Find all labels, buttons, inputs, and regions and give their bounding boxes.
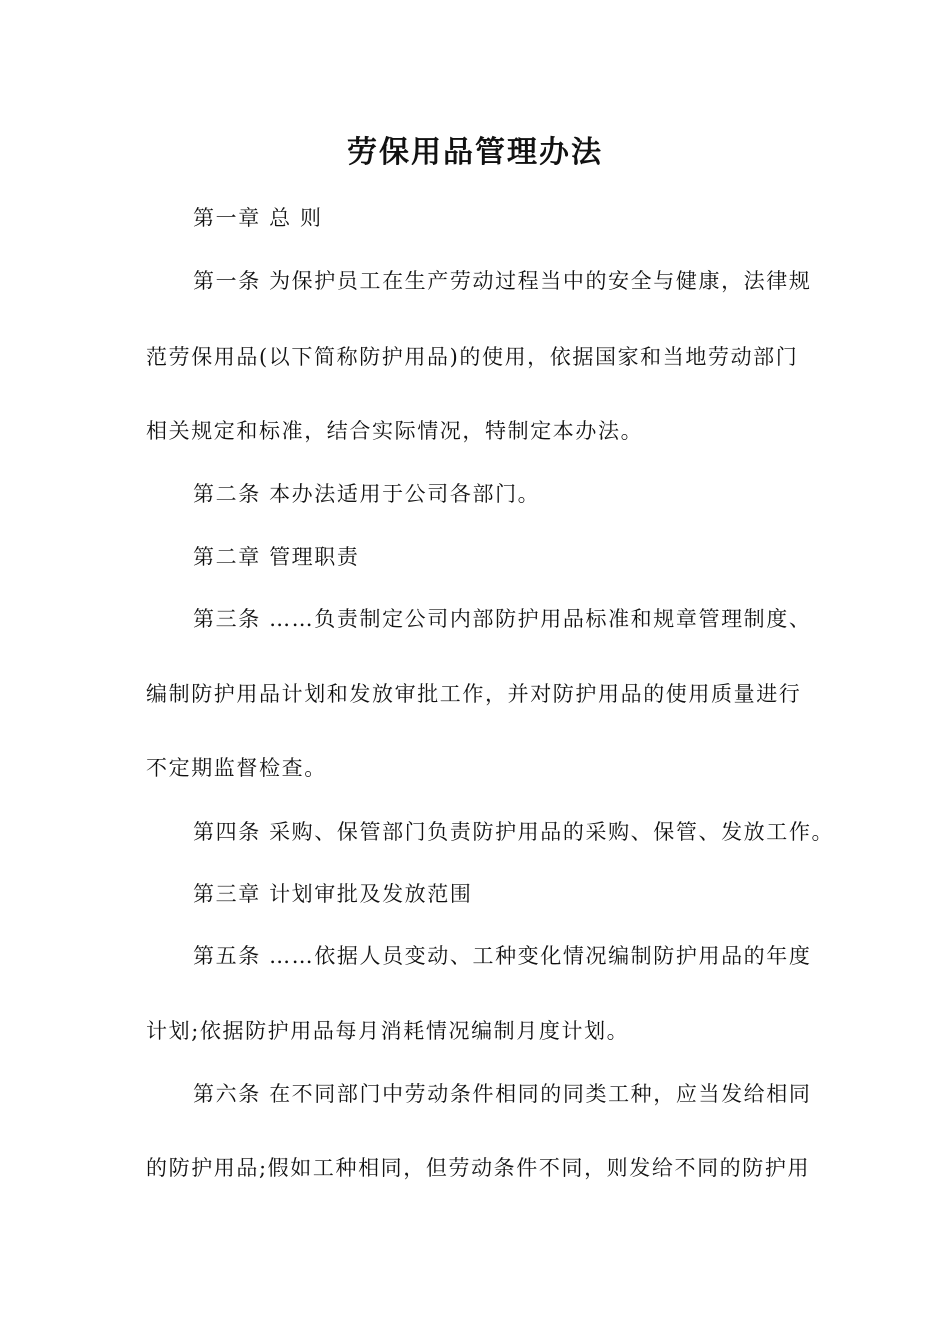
article-1-line-1: 第一条 为保护员工在生产劳动过程当中的安全与健康，法律规: [193, 269, 812, 293]
article-6-line-2: 的防护用品;假如工种相同，但劳动条件不同，则发给不同的防护用: [146, 1156, 811, 1180]
document-title: 劳保用品管理办法: [347, 135, 603, 170]
chapter-3-heading: 第三章 计划审批及发放范围: [193, 882, 473, 906]
article-3-line-3: 不定期监督检查。: [146, 756, 327, 780]
article-2-line-1: 第二条 本办法适用于公司各部门。: [193, 482, 541, 506]
article-6-line-1: 第六条 在不同部门中劳动条件相同的同类工种，应当发给相同: [193, 1082, 812, 1106]
chapter-1-heading: 第一章 总 则: [193, 206, 323, 230]
article-5-line-1: 第五条 ……依据人员变动、工种变化情况编制防护用品的年度: [193, 944, 812, 968]
chapter-2-heading: 第二章 管理职责: [193, 545, 360, 569]
article-3-line-1: 第三条 ……负责制定公司内部防护用品标准和规章管理制度、: [193, 607, 812, 631]
article-4-line-1: 第四条 采购、保管部门负责防护用品的采购、保管、发放工作。: [193, 820, 835, 844]
article-5-line-2: 计划;依据防护用品每月消耗情况编制月度计划。: [146, 1019, 630, 1043]
article-1-line-2: 范劳保用品(以下简称防护用品)的使用，依据国家和当地劳动部门: [146, 345, 799, 369]
article-3-line-2: 编制防护用品计划和发放审批工作，并对防护用品的使用质量进行: [146, 682, 802, 706]
article-1-line-3: 相关规定和标准，结合实际情况，特制定本办法。: [146, 419, 644, 443]
